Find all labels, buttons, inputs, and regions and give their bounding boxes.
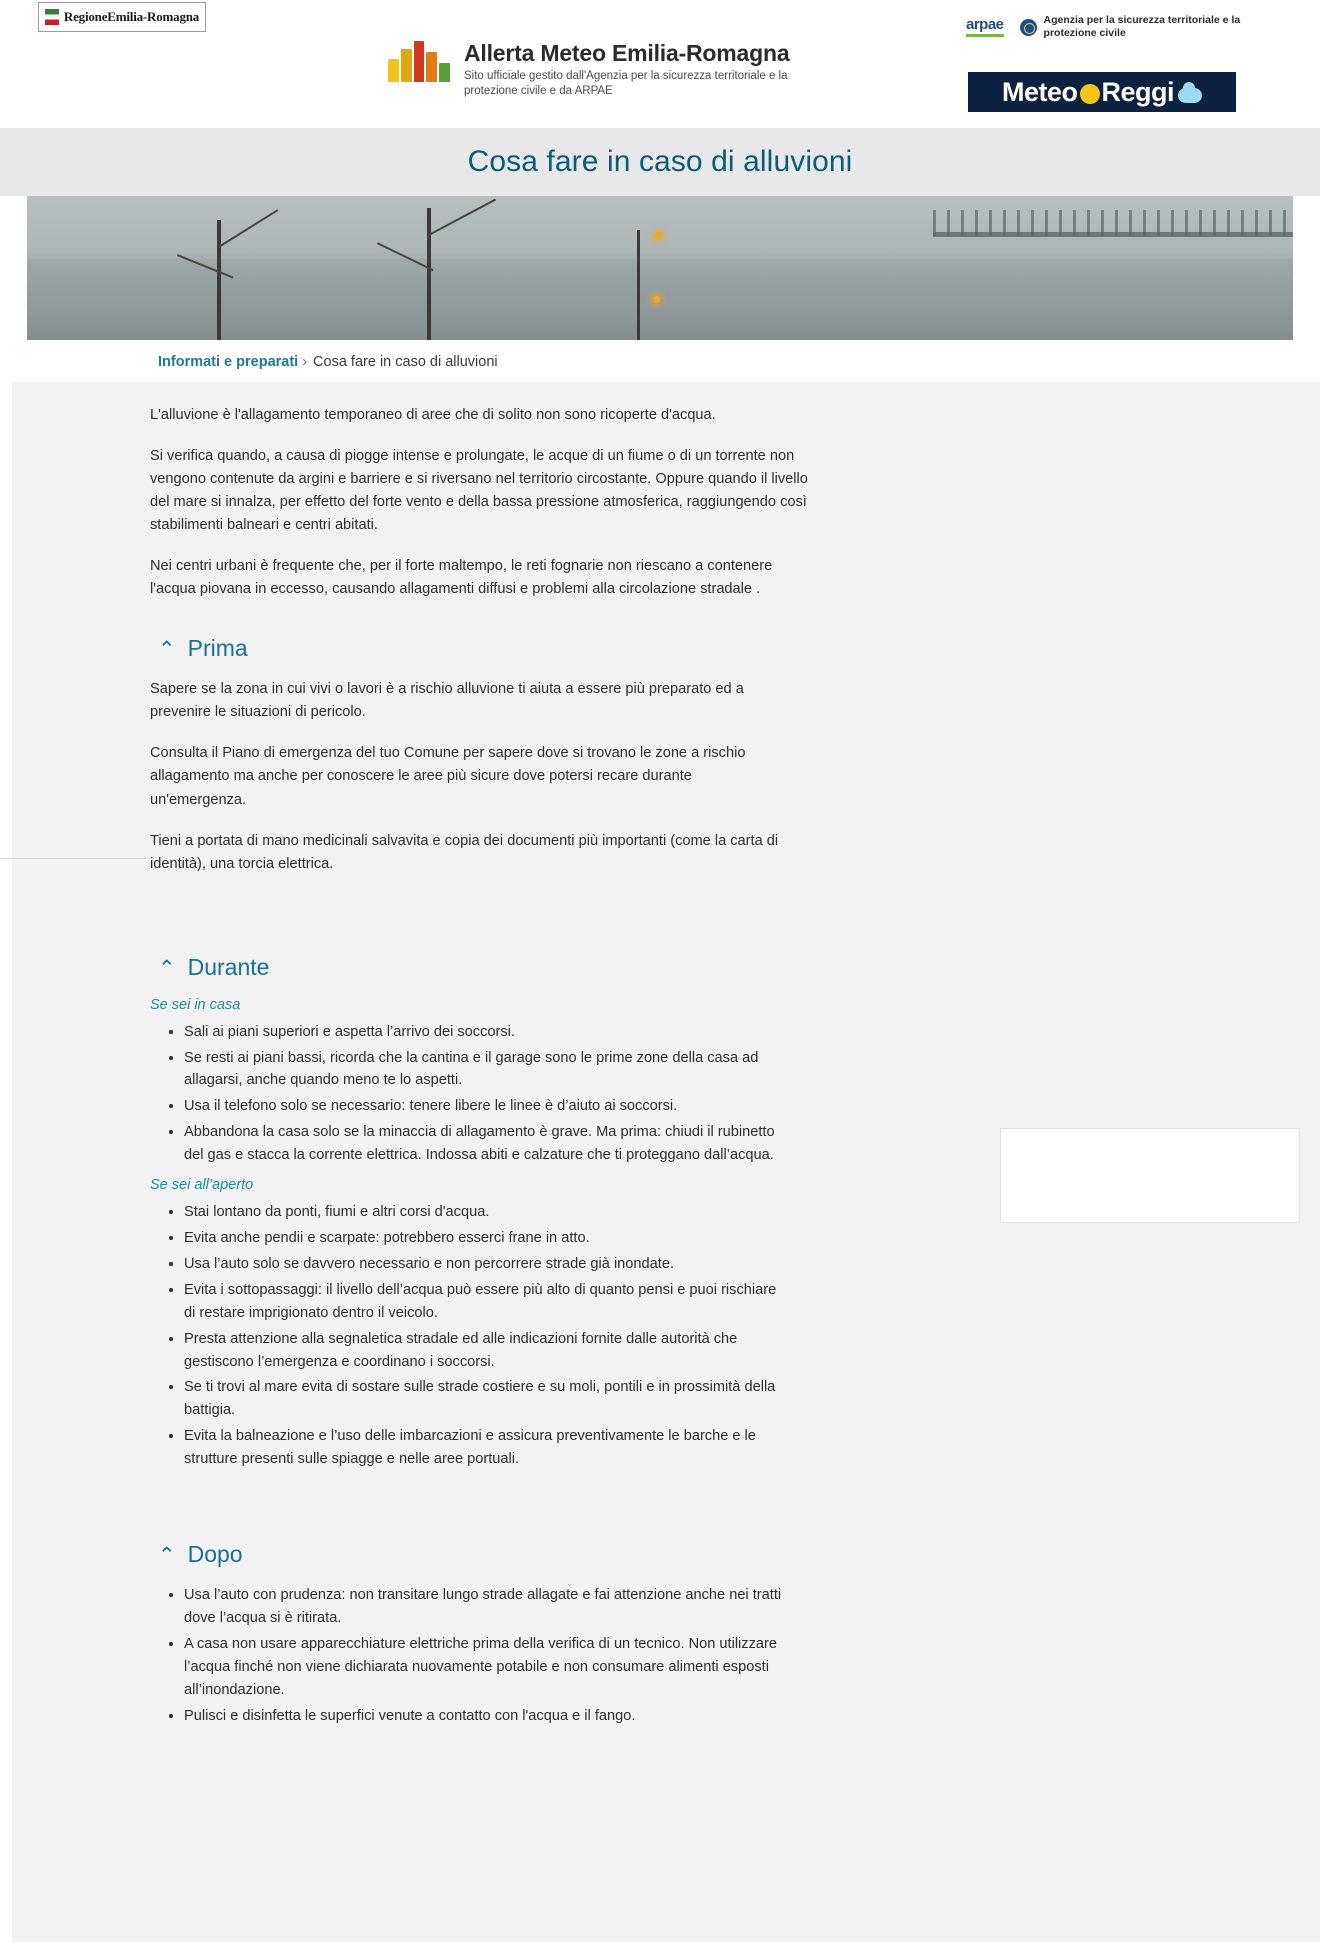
arpae-block[interactable]	[966, 14, 1259, 40]
list-item: • Usa l’auto con prudenza: non transitare lungo strade allagate e fai attenzione anche nei tratti dove l’acqua si è ritirata.	[184, 1584, 784, 1630]
list-item: • Evita anche pendii e scarpate: potrebbero esserci frane in atto.	[184, 1227, 784, 1250]
section-header-dopo[interactable]	[158, 1541, 850, 1568]
list-item: • Abbandona la casa solo se la minaccia di allagamento è grave. Ma prima: chiudi il rubinetto del gas e stacca la corrente elettrica. Indossa abiti e calzature che ti proteggano dall’acqua.	[184, 1121, 784, 1167]
breadcrumb	[158, 354, 1320, 370]
arpae-agency-label: Agenzia per la sicurezza territoriale e la protezione civile	[1043, 14, 1241, 40]
site-header	[0, 0, 1320, 128]
subheading-se-sei-in-casa: Se sei in casa	[150, 996, 241, 1013]
list-se-sei-in-casa	[150, 1021, 850, 1167]
hero-tree	[637, 230, 640, 340]
cloud-icon	[1178, 88, 1202, 103]
list-item: • Se ti trovi al mare evita di sostare sulle strade costiere e su moli, pontili e in prossimità della battigia.	[184, 1376, 784, 1422]
section-title-dopo: Dopo	[187, 1541, 243, 1568]
sun-icon	[1080, 84, 1100, 104]
list-item: • Usa il telefono solo se necessario: tenere libere le linee è d’aiuto ai soccorsi.	[184, 1095, 784, 1118]
chevron-up-icon: ⌃	[158, 956, 176, 980]
list-dopo	[150, 1584, 850, 1727]
hero-tree	[427, 208, 431, 340]
prima-paragraph: Tieni a portata di mano medicinali salvavita e copia dei documenti più importanti (come la carta di identità), una torcia elettrica.	[150, 832, 779, 872]
brand-title: Allerta Meteo Emilia-Romagna	[464, 40, 790, 66]
arpae-logo-label: arpae	[966, 17, 1004, 37]
right-side-panel	[1000, 1128, 1300, 1223]
hero-branch	[428, 199, 496, 236]
list-se-sei-all-aperto	[150, 1201, 850, 1471]
hero-lamp-light	[653, 296, 660, 303]
section-title-prima: Prima	[187, 635, 248, 662]
list-item: • Sali ai piani superiori e aspetta l’arrivo dei soccorsi.	[184, 1021, 784, 1044]
list-item: • Stai lontano da ponti, fiumi e altri corsi d'acqua.	[184, 1201, 784, 1224]
page-title-bar	[0, 128, 1320, 196]
brand-subtitle: Sito ufficiale gestito dall'Agenzia per la sicurezza territoriale e la protezione civile e da ARPAE	[464, 70, 788, 98]
breadcrumb-separator-icon: ›	[302, 354, 308, 370]
prima-paragraph: Sapere se la zona in cui vivi o lavori è a rischio alluvione ti aiuta a essere più preparato ed a prevenire le situazioni di pericolo.	[150, 681, 744, 721]
list-item: • Se resti ai piani bassi, ricorda che la cantina e il garage sono le prime zone della casa ad allagarsi, anche quando meno te lo aspetti.	[184, 1047, 784, 1093]
region-flag-icon	[45, 9, 59, 25]
section-title-durante: Durante	[187, 953, 270, 980]
breadcrumb-parent-link[interactable]: Informati e preparati	[158, 354, 299, 370]
left-divider-line	[0, 858, 148, 859]
breadcrumb-current: Cosa fare in caso di alluvioni	[313, 354, 498, 370]
left-rail-decoration	[0, 378, 12, 1956]
hero-lamp-light	[655, 232, 662, 239]
region-logo-label: RegioneEmilia-Romagna	[63, 9, 200, 24]
section-header-prima[interactable]	[158, 635, 850, 662]
intro-paragraph: Si verifica quando, a causa di piogge intense e prolungate, le acque di un fiume o di un torrente non vengono contenute da argini e barriere e si riversano nel territorio circostante. Oppure quando il livello del mare si innalza, per effetto del forte vento e della bassa pressione atmosferica, raggiungendo così stabilimenti balneari e centri abitati.	[150, 448, 808, 534]
list-item: • Pulisci e disinfetta le superfici venute a contatto con l'acqua e il fango.	[184, 1705, 784, 1728]
hero-tree	[217, 220, 221, 340]
prima-paragraph: Consulta il Piano di emergenza del tuo Comune per sapere dove si trovano le zone a rischio allagamento ma anche per conoscere le aree più sicure dove potersi recare durante un'emergenza.	[150, 745, 746, 808]
list-item: • Presta attenzione alla segnaletica stradale ed alle indicazioni fornite dalle autorità che gestiscono l’emergenza e coordinano i soccorsi.	[184, 1328, 784, 1374]
article-content	[150, 404, 850, 1728]
brand-block[interactable]	[388, 40, 839, 100]
hero-bridge-deck	[933, 232, 1293, 237]
hero-image-flooded-river	[27, 196, 1293, 340]
meteo-banner-right-label: Reggi	[1101, 76, 1175, 107]
list-item: • Usa l’auto solo se davvero necessario e non percorrere strade già inondate.	[184, 1253, 784, 1276]
region-emilia-romagna-logo[interactable]	[38, 2, 206, 32]
meteo-reggi-banner[interactable]	[966, 70, 1238, 114]
section-header-durante[interactable]	[158, 954, 850, 981]
page-body	[0, 382, 1320, 1942]
list-item: • Evita i sottopassaggi: il livello dell’acqua può essere più alto di quanto pensi e puoi rischiare di restare imprigionato dentro il veicolo.	[184, 1279, 784, 1325]
chevron-up-icon: ⌃	[158, 638, 176, 662]
intro-paragraph: L'alluvione è l'allagamento temporaneo di aree che di solito non sono ricoperte d'acqua.	[150, 407, 716, 423]
allerta-meteo-bars-icon	[388, 40, 452, 82]
subheading-se-sei-all-aperto: Se sei all’aperto	[150, 1177, 254, 1194]
chevron-up-icon: ⌃	[158, 1544, 176, 1568]
list-item: • Evita la balneazione e l’uso delle imbarcazioni e assicura preventivamente le barche e le strutture presenti sulle spiagge e nelle aree portuali.	[184, 1425, 784, 1471]
protezione-civile-seal-icon	[1020, 19, 1037, 36]
meteo-banner-left-label: Meteo	[1001, 76, 1078, 107]
page-title: Cosa fare in caso di alluvioni	[467, 145, 853, 178]
list-item: • A casa non usare apparecchiature elettriche prima della verifica di un tecnico. Non utilizzare l’acqua finché non viene dichiarata nuovamente potabile e non consumare alimenti esposti all’inondazione.	[184, 1633, 784, 1702]
hero-branch	[218, 209, 278, 248]
intro-paragraph: Nei centri urbani è frequente che, per il forte maltempo, le reti fognarie non riescano a contenere l'acqua piovana in eccesso, causando allagamenti diffusi e problemi alla circolazione stradale .	[150, 558, 773, 598]
